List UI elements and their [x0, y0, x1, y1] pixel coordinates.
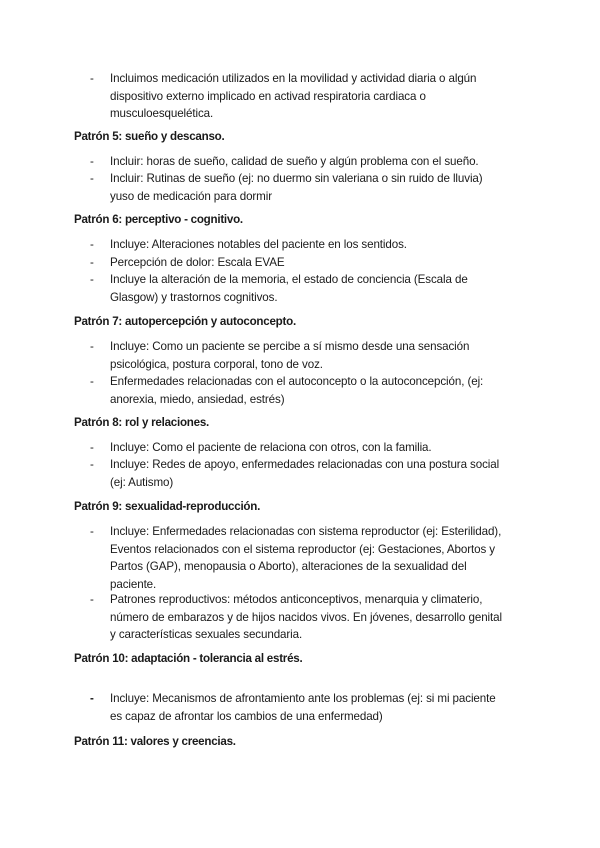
bullet-dash: - — [90, 238, 94, 251]
list-item — [90, 153, 550, 171]
section-heading-patron-5: Patrón 5: sueño y descanso. — [74, 130, 225, 143]
text-line: paciente. — [110, 577, 157, 591]
list-item — [90, 271, 550, 306]
list-item — [90, 254, 550, 272]
list-item — [90, 373, 550, 408]
text-line: y características sexuales secundaria. — [110, 628, 303, 641]
bullet-dash: - — [90, 172, 94, 185]
list-item-text — [110, 254, 550, 272]
text-line: es capaz de afrontar los cambios de una enfermedad) — [110, 709, 383, 723]
list-item-text — [110, 271, 550, 306]
list-item — [90, 456, 550, 491]
bullet-dash: - — [90, 340, 94, 353]
bullet-dash: - — [90, 72, 94, 85]
list-item — [90, 170, 550, 205]
text-line: Incluir: horas de sueño, calidad de sueño y algún problema con el sueño. — [110, 155, 479, 168]
text-line: Enfermedades relacionadas con el autoconcepto o la autoconcepción, (ej: — [110, 375, 484, 388]
text-line: Incluye: Como el paciente de relaciona con otros, con la familia. — [110, 441, 432, 454]
bullet-dash: - — [90, 375, 94, 388]
bullet-dash: - — [90, 273, 94, 286]
list-item-text — [110, 456, 550, 491]
bullet-dash: - — [90, 593, 94, 606]
list-item — [90, 591, 550, 644]
list-item-text — [110, 153, 550, 171]
text-line: número de embarazos y de hijos nacidos vivos. En jóvenes, desarrollo genital — [110, 610, 502, 624]
list-item-text — [110, 523, 550, 593]
text-line: Percepción de dolor: Escala EVAE — [110, 256, 285, 269]
bullet-dash: - — [90, 256, 94, 269]
section-heading-patron-8: Patrón 8: rol y relaciones. — [74, 416, 210, 429]
text-line: Incluye: Redes de apoyo, enfermedades relacionadas con una postura social — [110, 458, 500, 471]
text-line: Incluir: Rutinas de sueño (ej: no duermo sin valeriana o sin ruido de lluvia) — [110, 172, 483, 185]
list-item-text — [110, 373, 550, 408]
text-line: Incluye: Como un paciente se percibe a sí mismo desde una sensación — [110, 340, 470, 353]
text-line: Incluimos medicación utilizados en la movilidad y actividad diaria o algún — [110, 72, 477, 85]
section-heading-patron-10: Patrón 10: adaptación - tolerancia al estrés. — [74, 652, 303, 665]
list-item — [90, 236, 550, 254]
section-heading-patron-11: Patrón 11: valores y creencias. — [74, 735, 236, 748]
list-item-text — [110, 690, 550, 725]
text-line: dispositivo externo implicado en activad respiratoria cardiaca o — [110, 89, 426, 103]
list-item — [90, 690, 550, 725]
bullet-dash: - — [90, 458, 94, 471]
list-item — [90, 523, 550, 593]
text-line: Patrones reproductivos: métodos anticonceptivos, menarquia y climaterio, — [110, 593, 483, 606]
list-item-text — [110, 439, 550, 457]
list-item-text — [110, 338, 550, 373]
text-line: musculoesquelética. — [110, 107, 214, 120]
text-line: Partos (GAP), menopausia o Aborto), alteraciones de la sexualidad del — [110, 560, 467, 573]
text-line: Eventos relacionados con el sistema reproductor (ej: Gestaciones, Abortos y — [110, 542, 495, 556]
list-item-text — [110, 170, 550, 205]
text-line: anorexia, miedo, ansiedad, estrés) — [110, 392, 285, 406]
bullet-dash: - — [90, 155, 94, 168]
list-item-text — [110, 591, 550, 644]
bullet-dash: - — [90, 692, 94, 705]
section-heading-patron-6: Patrón 6: perceptivo - cognitivo. — [74, 213, 243, 226]
bullet-dash: - — [90, 525, 94, 538]
section-heading-patron-7: Patrón 7: autopercepción y autoconcepto. — [74, 315, 296, 328]
list-item-text — [110, 70, 550, 123]
bullet-dash: - — [90, 441, 94, 454]
text-line: Incluye: Enfermedades relacionadas con sistema reproductor (ej: Esterilidad), — [110, 525, 502, 538]
text-line: Glasgow) y trastornos cognitivos. — [110, 290, 278, 304]
text-line: yuso de medicación para dormir — [110, 189, 272, 203]
text-line: Incluye la alteración de la memoria, el estado de conciencia (Escala de — [110, 273, 468, 286]
list-item-text — [110, 236, 550, 254]
text-line: Incluye: Mecanismos de afrontamiento ante los problemas (ej: si mi paciente — [110, 692, 496, 705]
section-heading-patron-9: Patrón 9: sexualidad-reproducción. — [74, 500, 261, 513]
list-item — [90, 338, 550, 373]
text-line: psicológica, postura corporal, tono de voz. — [110, 357, 323, 371]
text-line: (ej: Autismo) — [110, 475, 174, 489]
text-line: Incluye: Alteraciones notables del paciente en los sentidos. — [110, 238, 407, 251]
list-item — [90, 70, 550, 123]
list-item — [90, 439, 550, 457]
